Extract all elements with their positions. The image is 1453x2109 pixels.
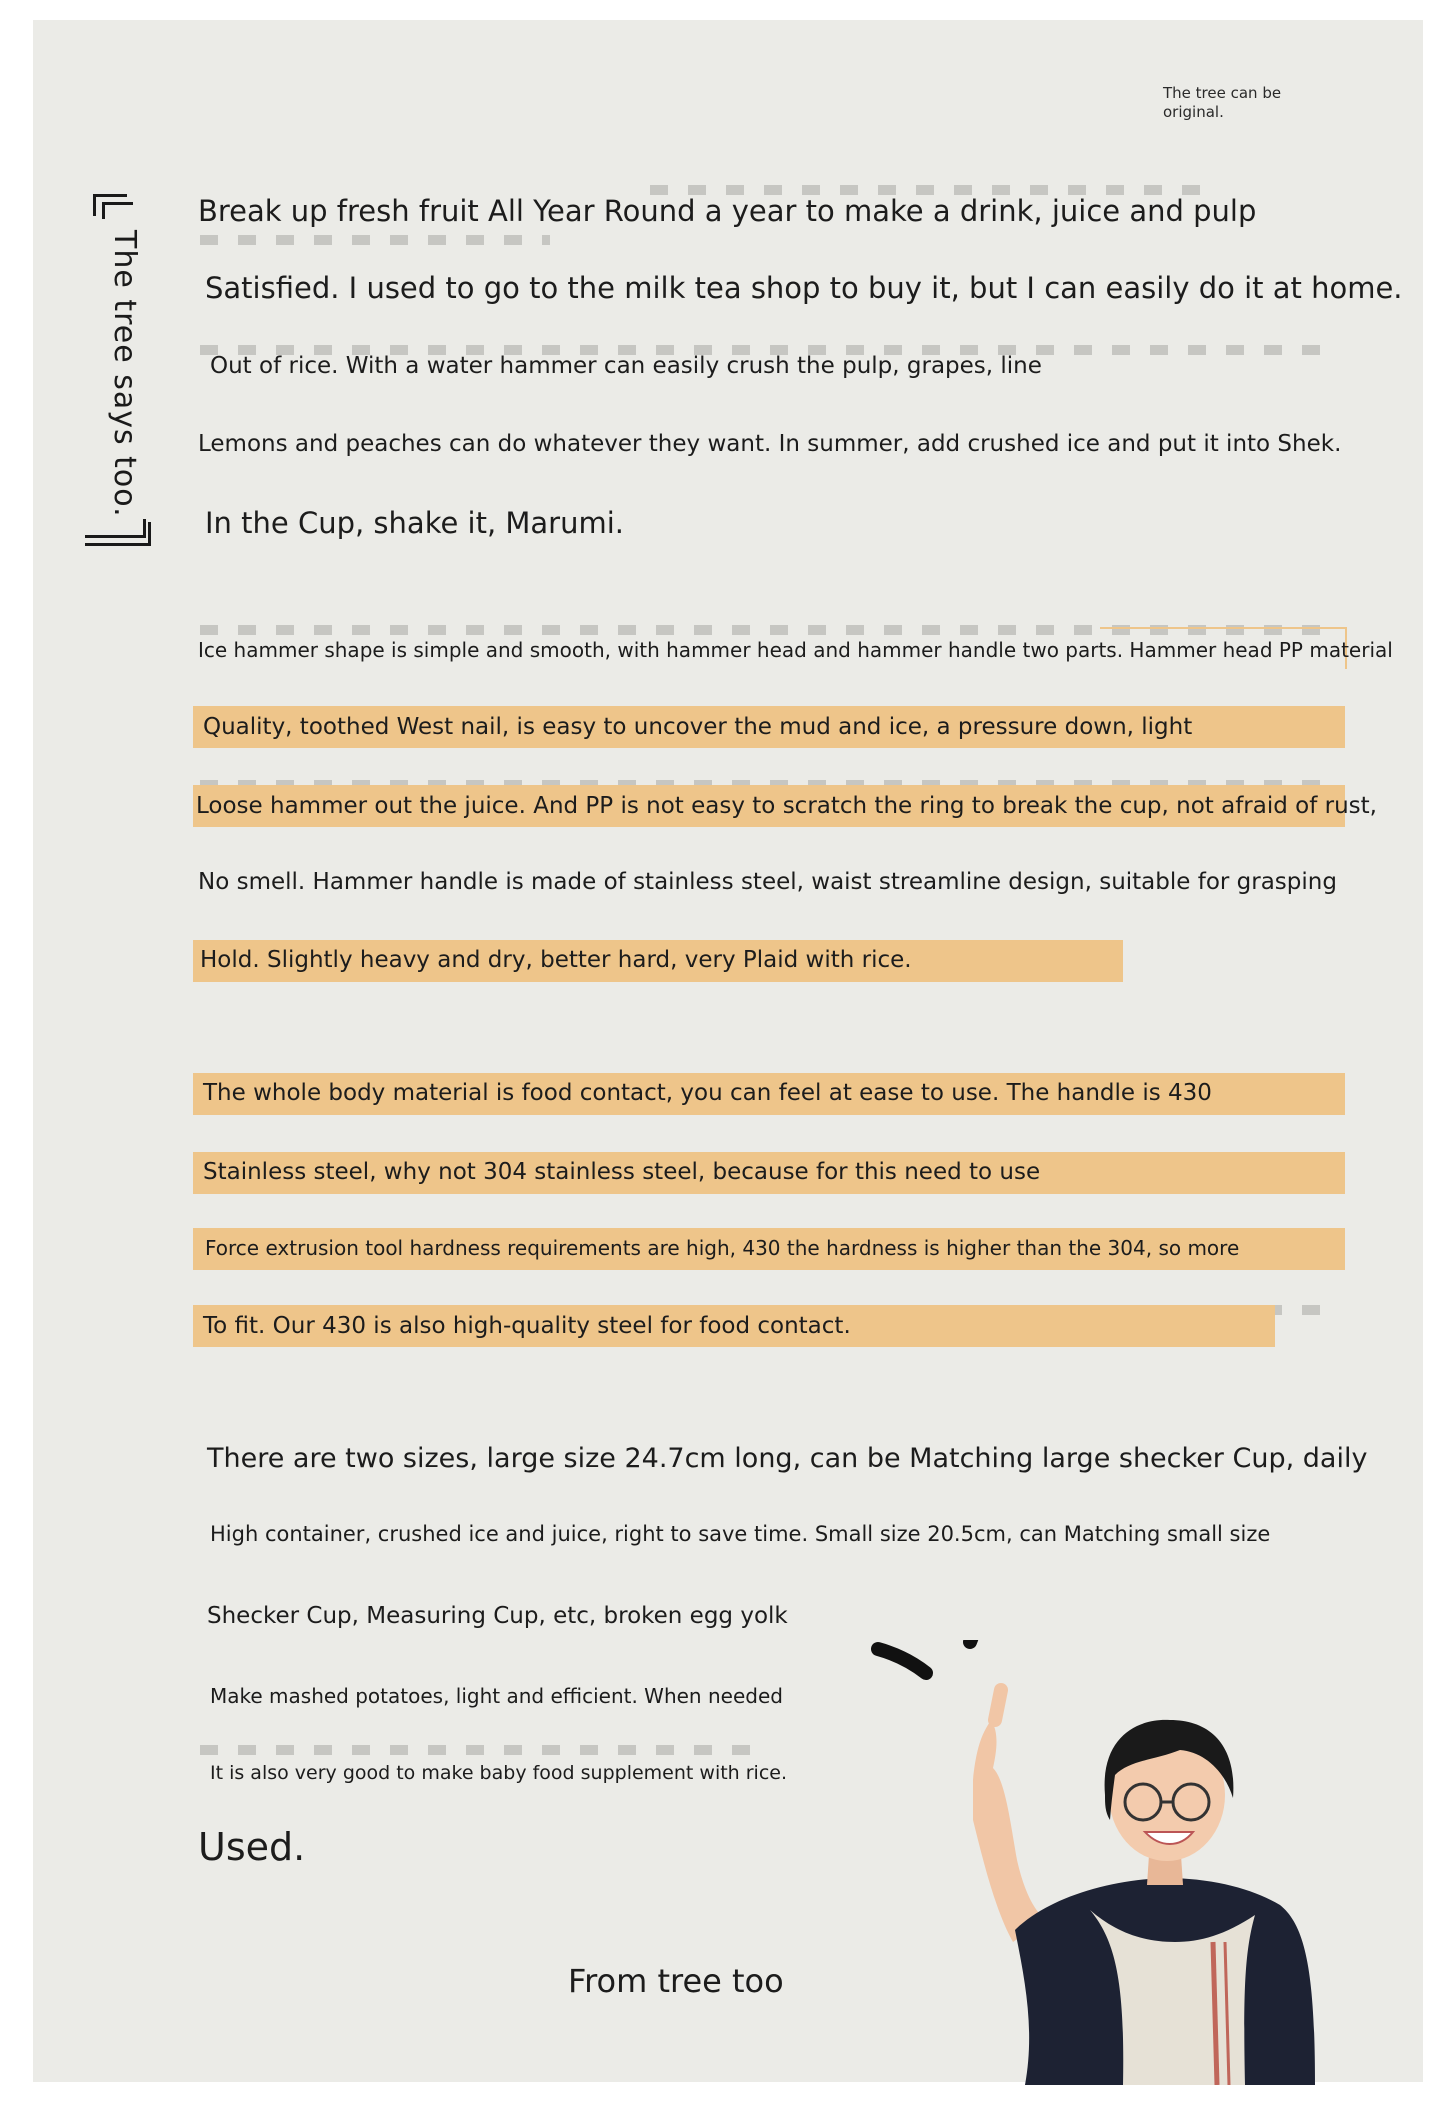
presenter-avatar: [955, 1680, 1375, 2085]
p4-line-3: Shecker Cup, Measuring Cup, etc, broken egg yolk: [207, 1603, 788, 1629]
used-text: Used.: [198, 1825, 306, 1869]
footer-text: From tree too: [568, 1962, 784, 2000]
ghost-stroke: [200, 235, 550, 245]
p3-line-1: The whole body material is food contact, you can feel at ease to use. The handle is 430: [203, 1080, 1212, 1106]
bracket-close-icon: [85, 522, 151, 546]
p1-line-2: Satisfied. I used to go to the milk tea shop to buy it, but I can easily do it at home.: [205, 271, 1403, 305]
side-title: The tree says too.: [107, 230, 142, 518]
ghost-stroke: [200, 1745, 770, 1755]
p1-line-5: In the Cup, shake it, Marumi.: [205, 506, 624, 540]
p1-line-3: Out of rice. With a water hammer can easily crush the pulp, grapes, line: [210, 353, 1042, 379]
p3-line-3: Force extrusion tool hardness requirements are high, 430 the hardness is higher than the 304, so more: [205, 1236, 1240, 1260]
side-title-block: [85, 190, 160, 550]
p4-line-5: It is also very good to make baby food supplement with rice.: [210, 1762, 788, 1784]
p4-line-1: There are two sizes, large size 24.7cm long, can be Matching large shecker Cup, daily: [207, 1443, 1368, 1474]
bracket-open-icon: [93, 194, 127, 216]
p2-line-3: Loose hammer out the juice. And PP is not easy to scratch the ring to break the cup, not afraid of rust,: [196, 793, 1377, 819]
p4-line-4: Make mashed potatoes, light and efficient. When needed: [210, 1684, 783, 1708]
p3-line-2: Stainless steel, why not 304 stainless steel, because for this need to use: [203, 1159, 1041, 1185]
p2-line-5: Hold. Slightly heavy and dry, better hard, very Plaid with rice.: [200, 947, 912, 973]
p2-line-1: Ice hammer shape is simple and smooth, with hammer head and hammer handle two parts. Hammer head PP material: [198, 638, 1393, 662]
p2-line-2: Quality, toothed West nail, is easy to uncover the mud and ice, a pressure down, light: [203, 714, 1193, 740]
p1-line-1: Break up fresh fruit All Year Round a year to make a drink, juice and pulp: [198, 194, 1257, 228]
p2-line-4: No smell. Hammer handle is made of stainless steel, waist streamline design, suitable for grasping: [198, 869, 1337, 895]
p4-line-2: High container, crushed ice and juice, right to save time. Small size 20.5cm, can Matching small size: [210, 1522, 1271, 1546]
corner-note: The tree can be original.: [1163, 84, 1282, 121]
p1-line-4: Lemons and peaches can do whatever they want. In summer, add crushed ice and put it into Shek.: [198, 431, 1342, 457]
p3-line-4: To fit. Our 430 is also high-quality steel for food contact.: [203, 1313, 851, 1339]
